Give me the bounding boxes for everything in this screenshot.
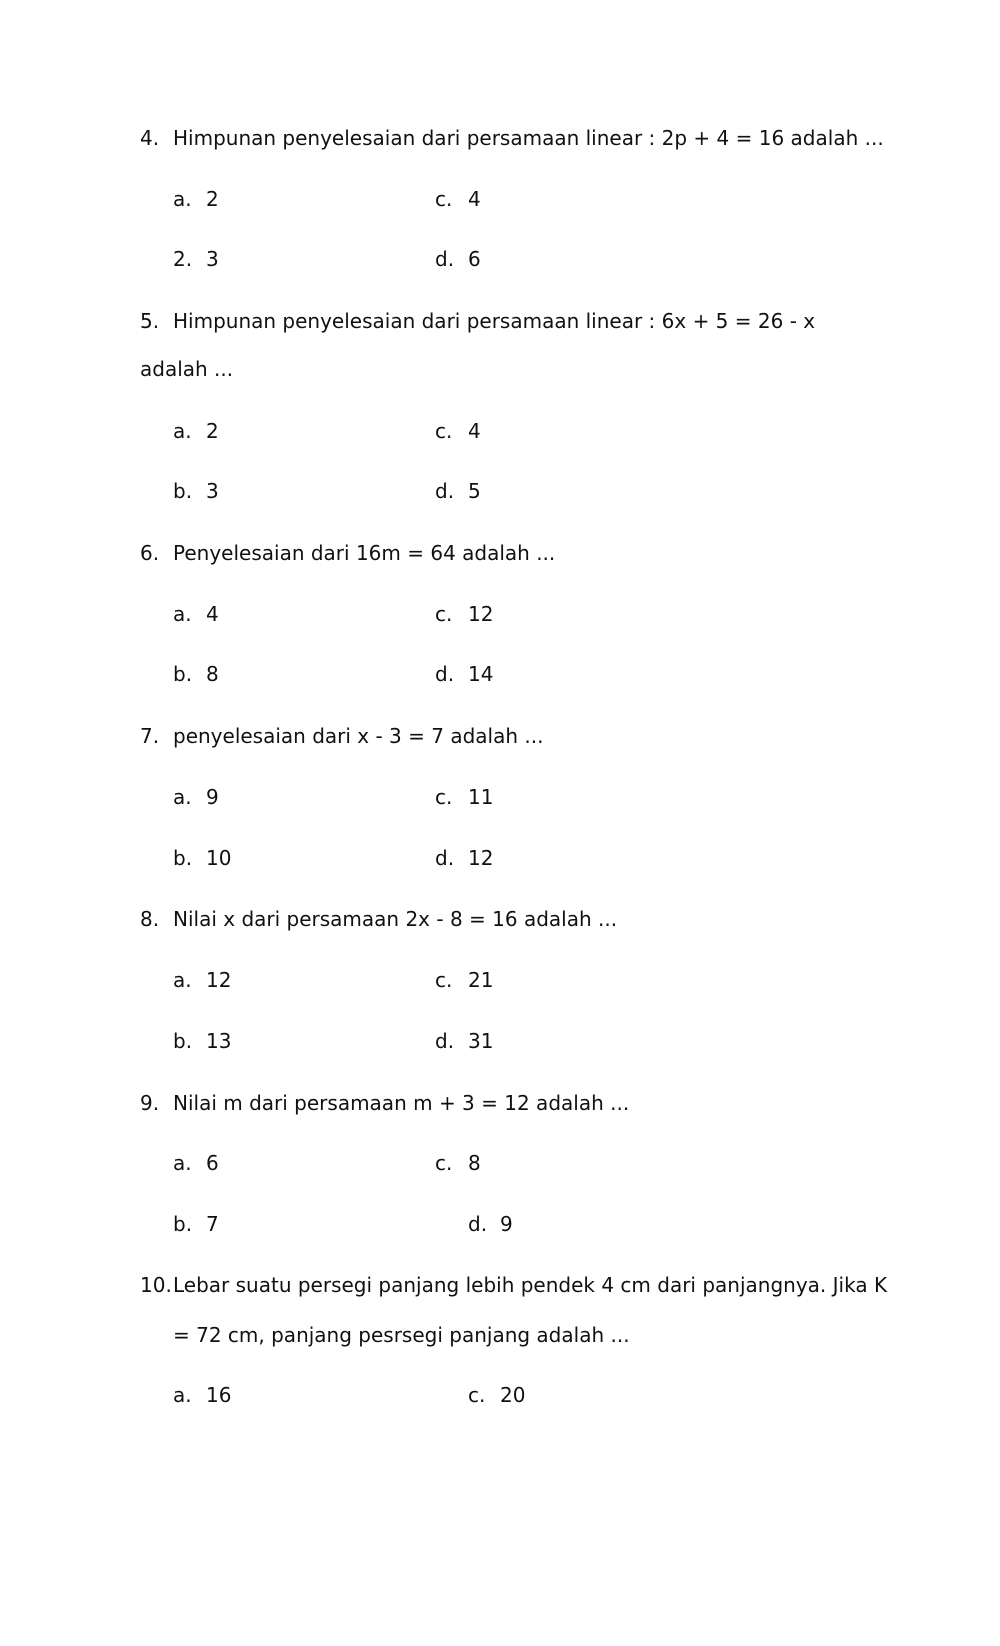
q8-option-d-label: d.	[435, 1029, 455, 1053]
q5-option-b-label: b.	[173, 479, 193, 503]
question-5-text-line-1: Himpunan penyelesaian dari persamaan linear : 6x + 5 = 26 - x	[173, 309, 816, 333]
q8-option-c-label: c.	[435, 968, 453, 992]
q9-option-a-value: 6	[206, 1151, 219, 1175]
question-9-number: 9.	[140, 1091, 160, 1115]
q4-option-d-value: 6	[468, 247, 481, 271]
q5-option-d-label: d.	[435, 479, 455, 503]
q5-option-a-value: 2	[206, 419, 219, 443]
q8-option-b-value: 13	[206, 1029, 232, 1053]
q4-option-d-label: d.	[435, 247, 455, 271]
q5-option-c-label: c.	[435, 419, 453, 443]
q9-option-d-label: d.	[468, 1212, 488, 1236]
q7-option-c-label: c.	[435, 785, 453, 809]
q6-option-a-value: 4	[206, 602, 219, 626]
q9-option-b-label: b.	[173, 1212, 193, 1236]
q8-option-c-value: 21	[468, 968, 494, 992]
question-8-text: Nilai x dari persamaan 2x - 8 = 16 adalah ...	[173, 907, 618, 931]
q9-option-a-label: a.	[173, 1151, 192, 1175]
q6-option-b-label: b.	[173, 662, 193, 686]
q4-option-c-label: c.	[435, 187, 453, 211]
q9-option-c-value: 8	[468, 1151, 481, 1175]
q10-option-a-label: a.	[173, 1383, 192, 1407]
q6-option-c-value: 12	[468, 602, 494, 626]
question-10-text-line-2: = 72 cm, panjang pesrsegi panjang adalah ...	[173, 1323, 630, 1347]
q9-option-d-value: 9	[500, 1212, 513, 1236]
question-5-number: 5.	[140, 309, 160, 333]
question-9-text: Nilai m dari persamaan m + 3 = 12 adalah ...	[173, 1091, 630, 1115]
q7-option-b-label: b.	[173, 846, 193, 870]
question-5-text-line-2: adalah ...	[140, 357, 234, 381]
q6-option-b-value: 8	[206, 662, 219, 686]
q6-option-d-value: 14	[468, 662, 494, 686]
q9-option-b-value: 7	[206, 1212, 219, 1236]
q8-option-d-value: 31	[468, 1029, 494, 1053]
q4-option-b-value: 3	[206, 247, 219, 271]
q6-option-a-label: a.	[173, 602, 192, 626]
q6-option-d-label: d.	[435, 662, 455, 686]
q10-option-c-label: c.	[468, 1383, 486, 1407]
q5-option-a-label: a.	[173, 419, 192, 443]
q9-option-c-label: c.	[435, 1151, 453, 1175]
q5-option-b-value: 3	[206, 479, 219, 503]
question-8-number: 8.	[140, 907, 160, 931]
q4-option-a-value: 2	[206, 187, 219, 211]
q7-option-a-label: a.	[173, 785, 192, 809]
question-10-text-line-1: Lebar suatu persegi panjang lebih pendek 4 cm dari panjangnya. Jika K	[173, 1273, 888, 1297]
q5-option-d-value: 5	[468, 479, 481, 503]
question-6-text: Penyelesaian dari 16m = 64 adalah ...	[173, 541, 556, 565]
question-4-text: Himpunan penyelesaian dari persamaan linear : 2p + 4 = 16 adalah ...	[173, 126, 884, 150]
q8-option-a-value: 12	[206, 968, 232, 992]
question-10-number: 10.	[140, 1273, 172, 1297]
q4-option-a-label: a.	[173, 187, 192, 211]
q10-option-c-value: 20	[500, 1383, 526, 1407]
q4-option-b-label: 2.	[173, 247, 193, 271]
q5-option-c-value: 4	[468, 419, 481, 443]
q10-option-a-value: 16	[206, 1383, 232, 1407]
question-7-text: penyelesaian dari x - 3 = 7 adalah ...	[173, 724, 544, 748]
q6-option-c-label: c.	[435, 602, 453, 626]
q7-option-d-value: 12	[468, 846, 494, 870]
q7-option-d-label: d.	[435, 846, 455, 870]
q7-option-a-value: 9	[206, 785, 219, 809]
question-4-number: 4.	[140, 126, 160, 150]
question-6-number: 6.	[140, 541, 160, 565]
q8-option-a-label: a.	[173, 968, 192, 992]
question-7-number: 7.	[140, 724, 160, 748]
q4-option-c-value: 4	[468, 187, 481, 211]
q7-option-c-value: 11	[468, 785, 494, 809]
q8-option-b-label: b.	[173, 1029, 193, 1053]
q7-option-b-value: 10	[206, 846, 232, 870]
